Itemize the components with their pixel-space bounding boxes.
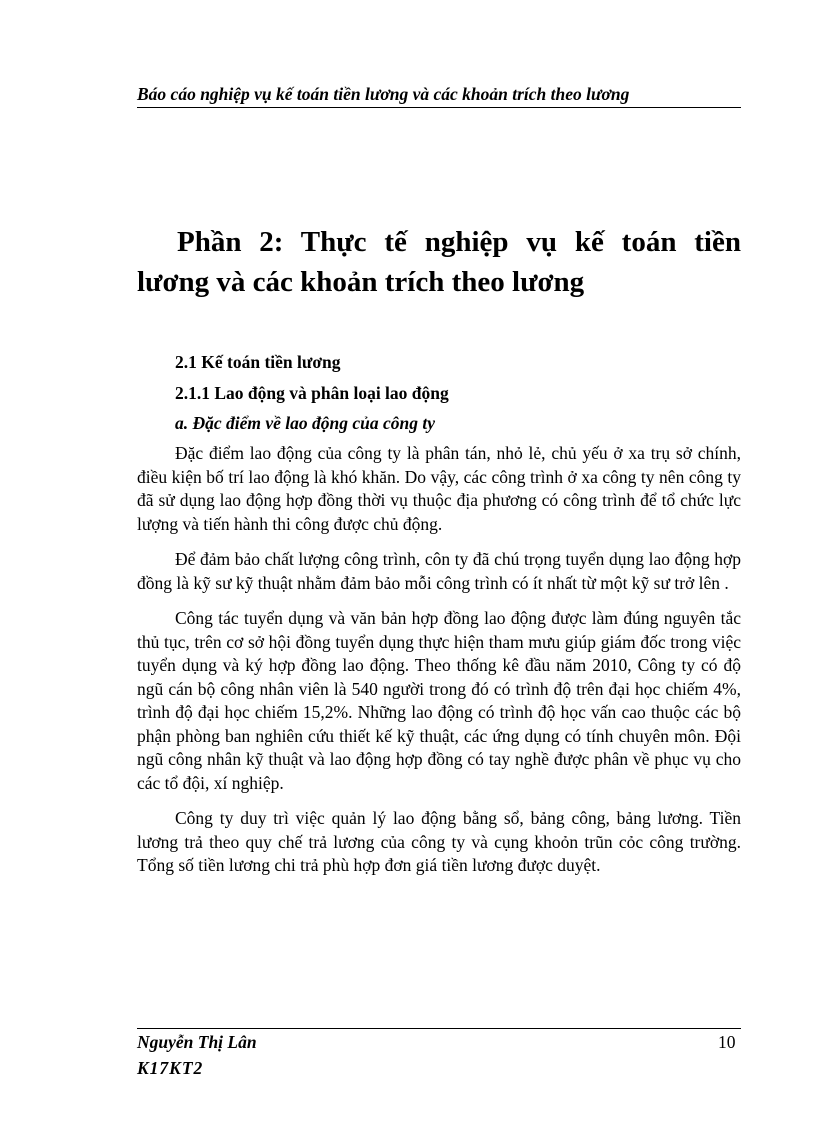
section-heading-2-1-1: 2.1.1 Lao động và phân loại lao động — [175, 383, 449, 403]
page-number: 10 — [718, 1032, 736, 1052]
footer-class: K17KT2 — [137, 1058, 204, 1078]
footer-author: Nguyễn Thị Lân — [137, 1032, 257, 1052]
paragraph-2: Để đảm bảo chất lượng công trình, côn ty đã chú trọng tuyển dụng lao động hợp đồng là kỹ sư kỹ thuật nhằm đảm bảo mỗi công trình có ít nhất từ một kỹ sư trở lên . — [137, 549, 741, 593]
chapter-title-line-1: Phần 2: Thực tế nghiệp vụ kế toán tiền — [177, 226, 741, 258]
footer-divider — [137, 1028, 741, 1029]
paragraph-3: Công tác tuyển dụng và văn bản hợp đồng lao động được làm đúng nguyên tắc thủ tục, trên cơ sở hội đồng tuyển dụng thực hiện tham mưu giúp giám đốc trong việc tuyển dụng và ký hợp đồng lao động. Theo thống kê đầu năm 2010, Công ty có độ ngũ cán bộ công nhân viên là 540 người trong đó có trình độ trên đại học chiếm 4%, trình độ đại học chiếm 15,2%. Những lao động có trình độ học vấn cao thuộc các bộ phận phòng ban nghiên cứu thiết kế kỹ thuật, các ứng dụng có tính chuyên môn. Đội ngũ công nhân kỹ thuật và lao động hợp đồng có tay nghề được phân về phục vụ cho các tổ đội, xí nghiệp. — [137, 608, 741, 793]
chapter-title — [137, 222, 741, 302]
section-heading-2-1: 2.1 Kế toán tiền lương — [175, 352, 341, 372]
header-divider — [137, 107, 741, 108]
subsection-heading-a: a. Đặc điểm về lao động của công ty — [175, 413, 436, 433]
running-header: Báo cáo nghiệp vụ kế toán tiền lương và các khoản trích theo lương — [137, 84, 630, 104]
body-text — [137, 442, 741, 890]
paragraph-4: Công ty duy trì việc quản lý lao động bằng sổ, bảng công, bảng lương. Tiền lương trả theo quy chế trả lương của công ty và cụng khoỏn trũn cỏc công trường. Tổng số tiền lương chi trả phù hợp đơn giá tiền lương được duyệt. — [137, 808, 741, 875]
chapter-title-line-2: lương và các khoản trích theo lương — [137, 266, 585, 298]
paragraph-1: Đặc điểm lao động của công ty là phân tán, nhỏ lẻ, chủ yếu ở xa trụ sở chính, điều kiện bố trí lao động là khó khăn. Do vậy, các công trình ở xa công ty nên công ty đã sử dụng lao động hợp đồng thời vụ thuộc địa phương có công trình để tổ chức lực lượng và tiến hành thi công được chủ động. — [137, 443, 741, 534]
